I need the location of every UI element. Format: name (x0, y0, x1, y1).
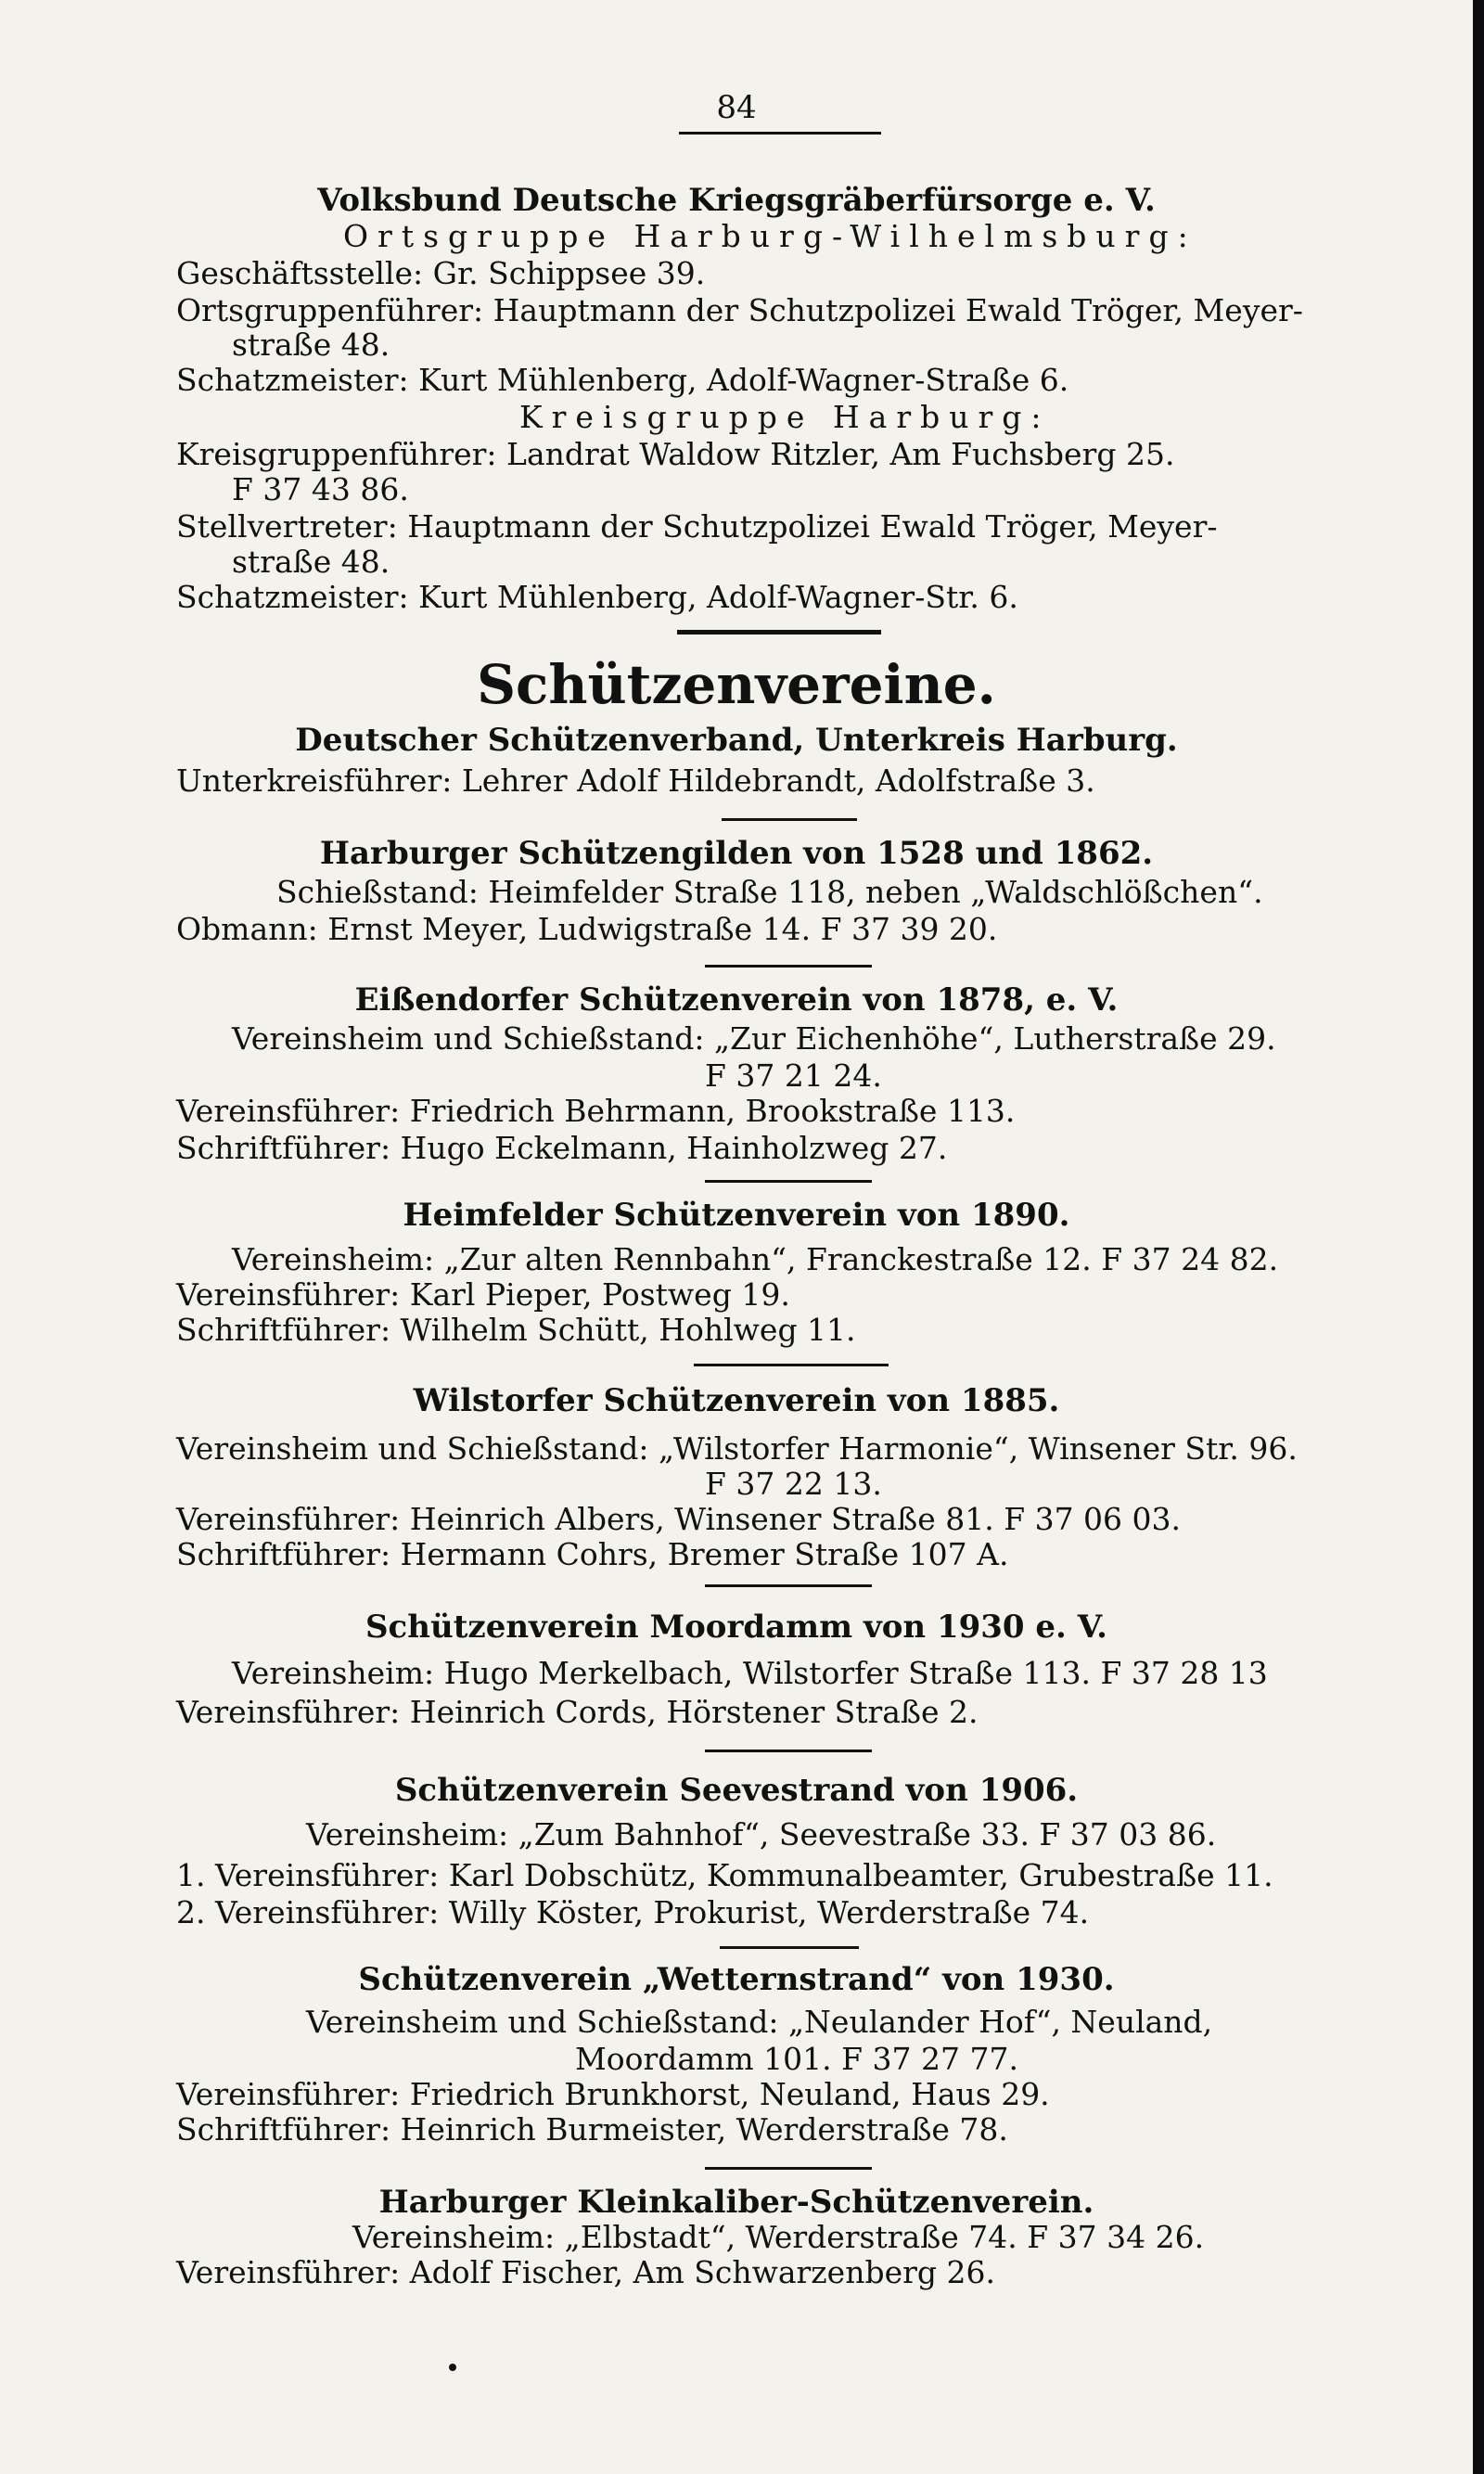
text-line: Moordamm 101. F 37 27 77. (575, 2041, 1018, 2077)
text-line: F 37 21 24. (705, 1058, 882, 1094)
section-rule (705, 965, 872, 968)
club-title: Harburger Kleinkaliber-Schützenverein. (378, 2184, 1094, 2221)
text-line: Geschäftsstelle: Gr. Schippsee 39. (176, 255, 706, 291)
club-title: Eißendorfer Schützenverein von 1878, e. V. (354, 981, 1119, 1019)
section-title: Volksbund Deutsche Kriegsgräberfürsorge e. V. (317, 182, 1156, 219)
page-number-rule (679, 132, 881, 135)
text-line: Ortsgruppenführer: Hauptmann der Schutzpolizei Ewald Tröger, Meyer- (176, 292, 1303, 328)
section-rule (705, 2167, 872, 2170)
page-number: 84 (716, 89, 757, 126)
text-line: 2. Vereinsführer: Willy Köster, Prokurist, Werderstraße 74. (176, 1894, 1090, 1930)
text-line: Vereinsführer: Heinrich Cords, Hörstener Straße 2. (176, 1694, 979, 1730)
group-title: Ortsgruppe Harburg-Wilhelmsburg: (343, 218, 1197, 254)
text-line: Vereinsführer: Adolf Fischer, Am Schwarzenberg 26. (176, 2254, 995, 2290)
text-line: Obmann: Ernst Meyer, Ludwigstraße 14. F 37 39 20. (176, 911, 998, 947)
text-line: Vereinsheim: „Zum Bahnhof“, Seevestraße 33. F 37 03 86. (306, 1816, 1217, 1852)
text-line: F 37 22 13. (705, 1466, 882, 1502)
text-line: Vereinsheim: „Zur alten Rennbahn“, Franckestraße 12. F 37 24 82. (232, 1241, 1279, 1277)
text-line: Kreisgruppenführer: Landrat Waldow Ritzler, Am Fuchsberg 25. (176, 436, 1175, 472)
group-title: Kreisgruppe Harburg: (519, 399, 1051, 435)
section-rule (705, 1750, 872, 1752)
club-title: Schützenverein Seevestrand von 1906. (394, 1772, 1079, 1809)
section-rule (677, 630, 881, 635)
text-line: 1. Vereinsführer: Karl Dobschütz, Kommunalbeamter, Grubestraße 11. (176, 1857, 1273, 1893)
text-line: Vereinsheim und Schießstand: „Zur Eichenhöhe“, Lutherstraße 29. (232, 1020, 1276, 1057)
text-line: Vereinsführer: Heinrich Albers, Winsener Straße 81. F 37 06 03. (176, 1501, 1182, 1537)
text-line: Unterkreisführer: Lehrer Adolf Hildebrandt, Adolfstraße 3. (176, 763, 1095, 799)
text-line: Schatzmeister: Kurt Mühlenberg, Adolf-Wagner-Straße 6. (176, 362, 1069, 398)
section-rule (722, 818, 857, 821)
text-line: Schriftführer: Hermann Cohrs, Bremer Straße 107 A. (176, 1536, 1009, 1572)
text-line: straße 48. (232, 327, 390, 363)
section-rule (694, 1364, 889, 1366)
text-line: Schriftführer: Hugo Eckelmann, Hainholzweg 27. (176, 1130, 948, 1166)
scan-edge (1473, 0, 1484, 2474)
text-line: Schatzmeister: Kurt Mühlenberg, Adolf-Wagner-Str. 6. (176, 579, 1018, 615)
ink-speck (449, 2364, 456, 2371)
section-rule (705, 1584, 872, 1587)
section-rule (705, 1180, 872, 1183)
text-line: Schießstand: Heimfelder Straße 118, neben „Waldschlößchen“. (276, 874, 1263, 910)
club-title: Heimfelder Schützenverein von 1890. (403, 1197, 1070, 1234)
text-line: Vereinsführer: Friedrich Brunkhorst, Neuland, Haus 29. (176, 2076, 1050, 2112)
text-line: Vereinsführer: Friedrich Behrmann, Brookstraße 113. (176, 1093, 1016, 1129)
text-line: Stellvertreter: Hauptmann der Schutzpolizei Ewald Tröger, Meyer- (176, 508, 1218, 545)
text-line: Vereinsheim und Schießstand: „Wilstorfer Harmonie“, Winsener Str. 96. (176, 1430, 1298, 1467)
section-title: Deutscher Schützenverband, Unterkreis Harburg. (295, 722, 1178, 759)
section-rule (720, 1946, 859, 1949)
club-title: Schützenverein „Wetternstrand“ von 1930. (358, 1961, 1115, 1998)
text-line: Vereinsführer: Karl Pieper, Postweg 19. (176, 1276, 790, 1313)
text-line: straße 48. (232, 544, 390, 580)
text-line: Vereinsheim: Hugo Merkelbach, Wilstorfer Straße 113. F 37 28 13 (232, 1655, 1268, 1691)
text-line: Vereinsheim und Schießstand: „Neulander Hof“, Neuland, (306, 2004, 1213, 2040)
club-title: Schützenverein Moordamm von 1930 e. V. (365, 1609, 1107, 1646)
club-title: Wilstorfer Schützenverein von 1885. (413, 1382, 1060, 1419)
club-title: Harburger Schützengilden von 1528 und 1862. (319, 835, 1154, 872)
main-heading: Schützenvereine. (477, 653, 996, 716)
text-line: Schriftführer: Wilhelm Schütt, Hohlweg 11. (176, 1312, 856, 1348)
text-line: Vereinsheim: „Elbstadt“, Werderstraße 74. F 37 34 26. (352, 2219, 1205, 2255)
text-line: Schriftführer: Heinrich Burmeister, Werderstraße 78. (176, 2111, 1008, 2147)
text-line: F 37 43 86. (232, 471, 409, 507)
